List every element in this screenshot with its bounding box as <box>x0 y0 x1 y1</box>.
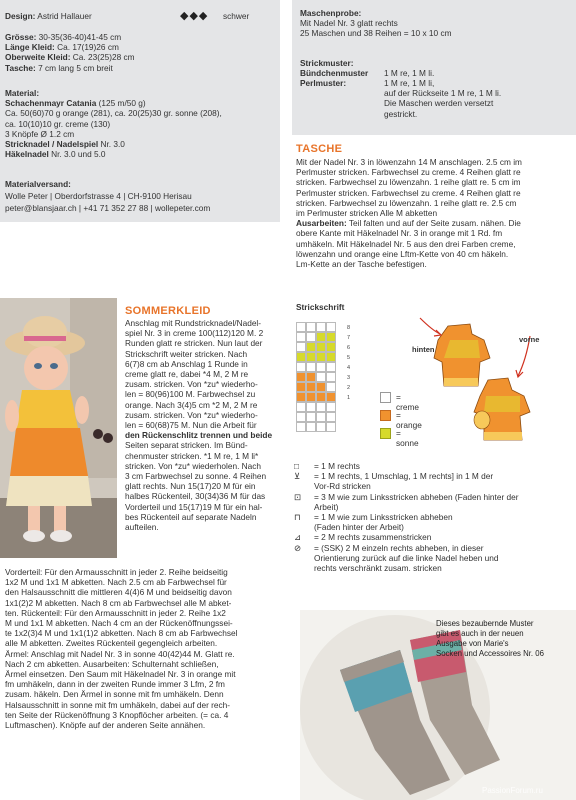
slip-three-icon: ⊡ <box>294 491 301 502</box>
design-label: Design: <box>5 11 36 21</box>
tasche-finish-label: Ausarbeiten: <box>296 218 347 229</box>
material-heading: Material: <box>5 88 40 98</box>
swatch-orange <box>380 410 391 421</box>
slip-one-icon: ⊓ <box>294 512 301 523</box>
gauge-line: 25 Maschen und 38 Reihen = 10 x 10 cm <box>300 28 452 39</box>
sommerkleid-title: SOMMERKLEID <box>125 305 211 317</box>
watermark: PassionForum.ru <box>482 786 543 795</box>
knitting-chart <box>296 322 344 442</box>
stitch-section <box>300 58 570 119</box>
symbol-key <box>294 461 574 573</box>
needles-value: Nr. 3.0 <box>98 139 125 150</box>
symbol-row: ⊡ = 3 M wie zum Linksstricken abheben (Faden hinter der Arbeit) <box>294 491 519 512</box>
material-section <box>5 88 277 159</box>
stitch-heading: Strickmuster: <box>300 58 354 68</box>
rib-value: 1 M re, 1 M li. <box>384 68 435 79</box>
socks-note: Dieses bezaubernde Muster gibt es auch in der neuen Ausgabe von Marie's Socken und Accessoires Nr. 06 <box>436 619 544 658</box>
spec-bust: Oberweite Kleid: Ca. 23(25)28 cm <box>5 52 135 63</box>
spec-list <box>5 32 275 73</box>
shipping-heading: Materialversand: <box>5 179 71 189</box>
k2tog-icon: ⊿ <box>294 532 301 543</box>
material-line: 3 Knöpfe Ø 1.2 cm <box>5 128 75 139</box>
symbol-row: ⊻ = 1 M rechts, 1 Umschlag, 1 M rechts] in 1 M der Vor-Rd stricken <box>294 471 494 492</box>
needles-label: Stricknadel / Nadelspiel <box>5 139 99 150</box>
sommerkleid-body: Anschlag mit Rundstricknadel/Nadel- spiel Nr. 3 in creme 100(112)120 M. 2 Runden glatt re stricken. Nun laut der Strickschrift weiter stricken. Nach 6(7)8 cm ab Anschlag 1 Runde in creme glatt re, dabei *4 M, 2 M re zusam. stricken. Von *zu* wiederho- len = 80(96)100 M. Farbwechsel zu orange. Nach 3(4)5 cm *2 M, 2 M re zusam. stricken. Von *zu* wiederho- len = 60(68)75 M. Nun die Arbeit für den Rückenschlitz trennen und beide Seiten separat stricken. Im Bünd- chenmuster stricken. *1 M re, 1 M li* stricken. Von *zu* wiederholen. Nach 3 cm Farbwechsel zu sonne. 4 Reihen glatt rechts. Nun 15(17)20 M für ein halbes Rückenteil, 30(34)36 M für das Vorderteil und 15(17)19 M für ein hal- bes Rückenteil auf separate Nadeln aufteilen. <box>125 318 273 533</box>
yarn-qty: (125 m/50 g) <box>96 98 146 109</box>
chart-heading: Strickschrift <box>296 302 345 312</box>
material-line: Ca. 50(60)70 g orange (281), ca. 20(25)30 gr. sonne (208), <box>5 108 222 119</box>
shipping-address: Wolle Peter | Oberdorfstrasse 4 | CH-9100 Herisau <box>5 191 192 202</box>
hook-value: Nr. 3.0 und 5.0 <box>48 149 106 160</box>
dress-illustration <box>400 300 570 445</box>
gauge-section <box>300 8 570 39</box>
seed-line: auf der Rückseite 1 M re, 1 M li. <box>384 88 502 99</box>
tasche-title: TASCHE <box>296 143 343 155</box>
rib-label: Bündchenmuster <box>300 68 369 79</box>
spec-length: Länge Kleid: Ca. 17(19)26 cm <box>5 42 119 53</box>
material-line: ca. 10(10)10 gr. creme (130) <box>5 118 111 129</box>
spec-size: Grösse: 30-35(36-40)41-45 cm <box>5 32 122 42</box>
seed-value: 1 M re, 1 M li, <box>384 78 435 89</box>
ssk-icon: ⊘ <box>294 542 301 553</box>
shipping-section <box>5 179 280 214</box>
yarn-name: Schachenmayr Catania <box>5 98 97 109</box>
tasche-body: Mit der Nadel Nr. 3 in löwenzahn 14 M anschlagen. 2.5 cm im Perlmuster stricken. Farbwechsel zu creme. 4 Reihen glatt re stricken. Farbwechsel zu löwenzahn. 1 reihe glatt re. 5 cm im Perlmuster stricken. Farbwechsel zu creme. 4 Reihen glatt re stricken. Farbwechsel zu löwenzahn. 1 reihe glatt re. 2.5 cm im Perlmuster stricken Alle M abketten Ausarbeiten: Teil falten und auf der Seite zusam. nähen. Die obere Kante mit Häkelnadel Nr. 3 in orange mit 1 Rd. fm umhäkeln. Mit Häkelnadel Nr. 5 aus den drei Farben creme, löwenzahn und orange eine Lftm-Kette von 40 cm häkeln. Lm-Kette an der Tasche befestigen. <box>296 157 522 270</box>
increase-icon: ⊻ <box>294 471 301 482</box>
label-back: hinten <box>412 345 435 354</box>
hook-label: Häkelnadel <box>5 149 49 160</box>
difficulty-label: schwer <box>223 11 250 21</box>
difficulty-icons: ◆◆◆ <box>180 10 209 22</box>
designer-name: Astrid Hallauer <box>37 11 92 21</box>
seed-line: gestrickt. <box>384 108 418 119</box>
seed-label: Perlmuster: <box>300 78 347 89</box>
symbol-row: ⊿ = 2 M rechts zusammenstricken <box>294 532 432 543</box>
symbol-row: □ = 1 M rechts <box>294 461 360 471</box>
swatch-creme <box>380 392 391 403</box>
chart-row-numbers: 8 7 6 5 4 3 2 1 <box>347 325 351 401</box>
lower-instructions: Vorderteil: Für den Armausschnitt in jeder 2. Reihe beidseitig 1x2 M und 1x1 M abketten. Nach 2.5 cm ab Farbwechsel für den Halsausschnitt die mittleren 4(4)6 M und beidseitig davon 1x1(2)2 M abketten. Nach 8 cm ab Farbwechsel alle M abket- ten. Rückenteil: Für den Armausschnitt in jeder 2. Reihe 1x2 M und 1x1 M abketten. Nach 4 cm an der Rückenöffnungssei- te 1x2(3)4 M und 1x1(1)2 abketten. Nach 8 cm ab Farbwechsel alle M abketten. Zweites Rückenteil gegengleich arbeiten. Ärmel: Anschlag mit Nadel Nr. 3 in sonne 40(42)44 M. Glatt re. Nach 2 cm abketten. Ausarbeiten: Schulternaht schließen, Ärmel einsetzen. Den Saum mit Häkelnadel Nr. 3 in orange mit fm umhäkeln, dann in der zweiten Runde immer 3 Lfm, 2 fm zusam. häkeln. Den Ärmel in sonne mit fm umhäkeln. Denn Halsausschnitt in sonne mit fm umhäkeln, dabei auf der rech- ten Seite der Rückenöffnung 3 Knopflöcher arbeiten. (= ca. 4 Luftmaschen). Knöpfe auf der anderen Seite annähen. <box>5 567 238 731</box>
knit-icon: □ <box>294 461 300 471</box>
symbol-row: ⊘ = (SSK) 2 M einzeln rechts abheben, in dieser Orientierung zurück auf die linke Nadel heben und rechts verschränkt zusam. stricken <box>294 542 499 574</box>
gauge-line: Mit Nadel Nr. 3 glatt rechts <box>300 18 398 29</box>
swatch-sonne <box>380 428 391 439</box>
label-front: vorne <box>519 335 540 344</box>
gauge-heading: Maschenprobe: <box>300 8 362 18</box>
symbol-row: ⊓ = 1 M wie zum Linksstricken abheben (Faden hinter der Arbeit) <box>294 512 453 533</box>
shipping-contact: peter@blansjaar.ch | +41 71 352 27 88 | wollepeter.com <box>5 203 211 214</box>
doll-photo <box>0 298 117 558</box>
spec-bag: Tasche: 7 cm lang 5 cm breit <box>5 62 113 73</box>
seed-line: Die Maschen werden versetzt <box>384 98 494 109</box>
